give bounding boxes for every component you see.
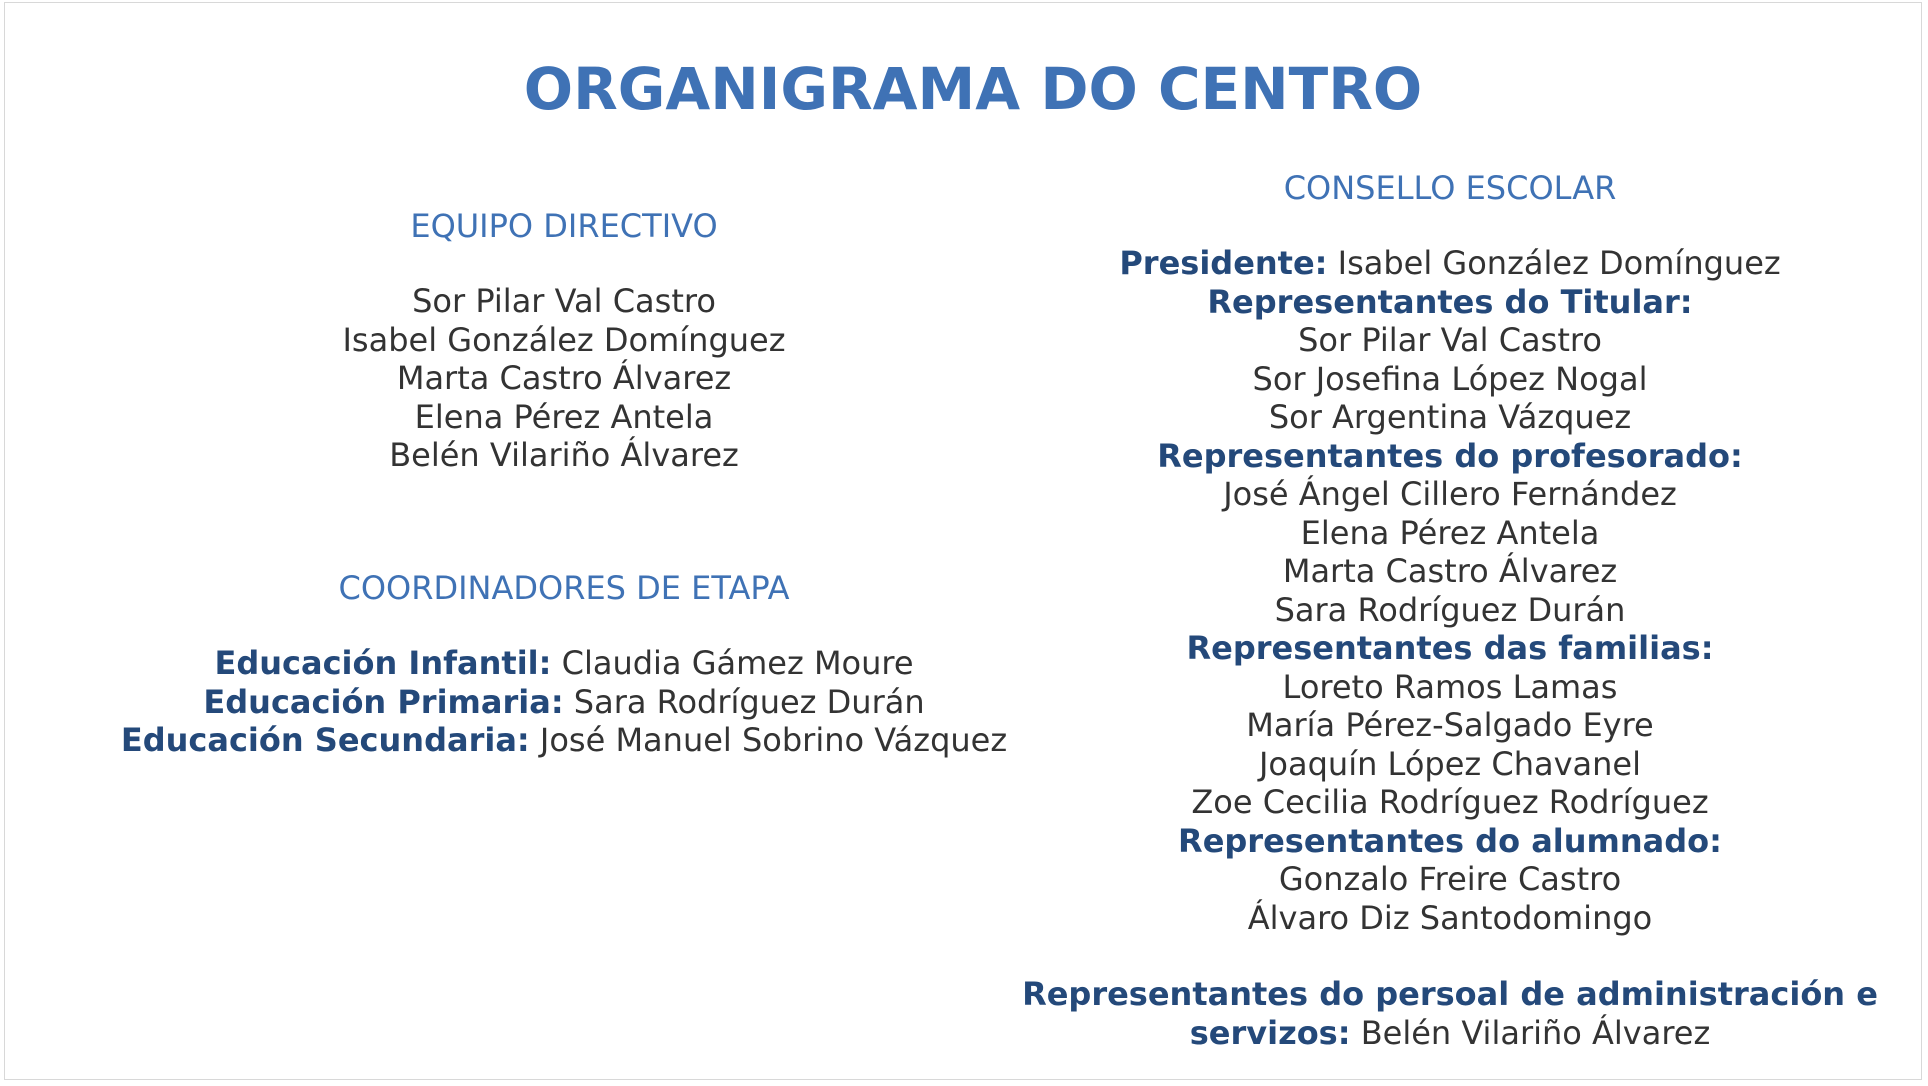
group-member: José Ángel Cillero Fernández [1223, 475, 1677, 513]
coordinador-label: Educación Infantil: [214, 644, 552, 682]
coordinador-row [60, 683, 1068, 722]
coordinador-label: Educación Primaria: [203, 682, 564, 721]
equipo-directivo-heading: EQUIPO DIRECTIVO [410, 207, 718, 245]
presidente-row [1000, 244, 1900, 283]
coordinador-row [60, 644, 1068, 683]
group-member: Elena Pérez Antela [1300, 513, 1600, 552]
group-label-profesorado: Representantes do profesorado: [1157, 436, 1743, 475]
coordinadores-heading: COORDINADORES DE ETAPA [338, 569, 790, 607]
consello-escolar-section [1000, 168, 1900, 1052]
group-label-titular: Representantes do Titular: [1207, 282, 1693, 321]
group-label-alumnado: Representantes do alumnado: [1178, 821, 1722, 860]
persoal-row [1000, 1014, 1900, 1053]
coordinador-label: Educación Secundaria: [120, 721, 530, 759]
coordinador-name: Sara Rodríguez Durán [573, 682, 925, 721]
coordinadores-section [60, 568, 1068, 760]
group-member: Zoe Cecilia Rodríguez Rodríguez [1191, 783, 1709, 821]
coordinador-name: Claudia Gámez Moure [561, 644, 914, 682]
group-member: Loreto Ramos Lamas [1282, 667, 1618, 706]
coordinador-name: José Manuel Sobrino Vázquez [539, 721, 1008, 759]
group-member: Gonzalo Freire Castro [1278, 860, 1622, 898]
equipo-member: Marta Castro Álvarez [396, 359, 732, 397]
presidente-name: Isabel González Domínguez [1337, 244, 1781, 282]
equipo-member: Elena Pérez Antela [414, 397, 714, 436]
group-member: Álvaro Diz Santodomingo [1247, 898, 1653, 937]
group-member: Sor Josefina López Nogal [1252, 359, 1648, 398]
group-member: María Pérez-Salgado Eyre [1246, 706, 1654, 744]
group-label-familias: Representantes das familias: [1186, 629, 1714, 667]
group-member: Sor Pilar Val Castro [1298, 321, 1602, 359]
equipo-member: Sor Pilar Val Castro [412, 282, 716, 320]
consello-heading: CONSELLO ESCOLAR [1283, 169, 1617, 207]
page-title: ORGANIGRAMA DO CENTRO [523, 55, 1423, 123]
group-member: Sor Argentina Vázquez [1268, 398, 1632, 436]
persoal-label-line2: servizos: [1189, 1013, 1351, 1052]
presidente-label: Presidente: [1119, 244, 1328, 282]
group-member: Sara Rodríguez Durán [1274, 590, 1626, 629]
group-member: Joaquín López Chavanel [1258, 744, 1641, 783]
coordinador-row [60, 721, 1068, 760]
persoal-label-line1: Representantes do persoal de administración e [1022, 975, 1878, 1013]
equipo-member: Belén Vilariño Álvarez [389, 436, 739, 474]
group-member: Marta Castro Álvarez [1282, 552, 1618, 590]
persoal-name: Belén Vilariño Álvarez [1360, 1013, 1711, 1052]
equipo-member: Isabel González Domínguez [342, 320, 786, 359]
equipo-directivo-section [60, 206, 1068, 475]
